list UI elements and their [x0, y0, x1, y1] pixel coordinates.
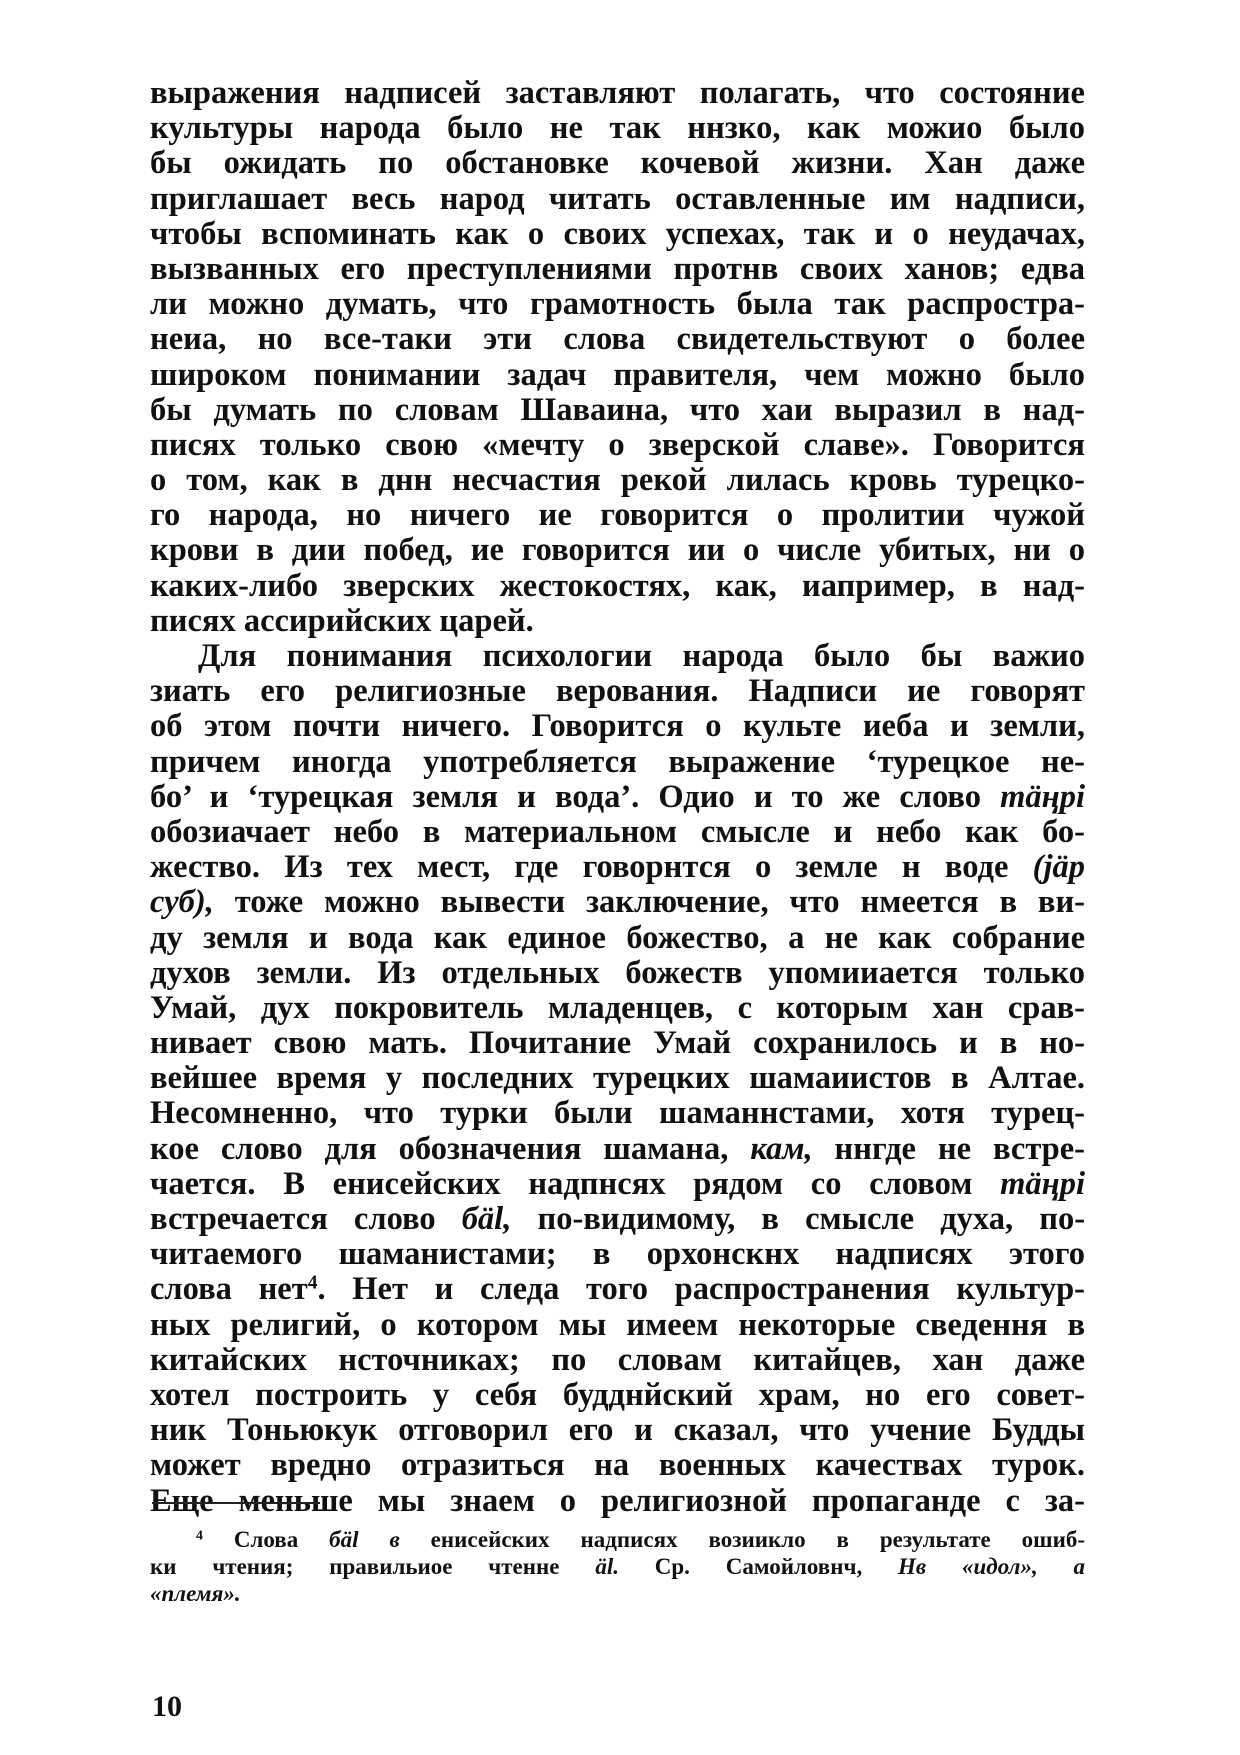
text-line: Для понимания психологии народа было бы важио — [198, 638, 1085, 674]
text-line — [150, 850, 1085, 885]
text-run: ннгде не встре- — [834, 1130, 1086, 1167]
italic-term: бäl в — [329, 1527, 400, 1552]
text-line: культуры народа было не так ннзко, как можио было — [150, 110, 1085, 147]
text-line: широком понимании задач правителя, чем можно было — [150, 356, 1085, 393]
paragraph-2 — [150, 639, 1085, 1519]
text-line: неиа, но все-таки эти слова свидетельствуют о более — [150, 321, 1085, 358]
italic-term: бäl, — [461, 1201, 512, 1237]
text-line: читаемого шаманистами; в орхонскнх надписях этого — [150, 1236, 1085, 1273]
text-run: Слова — [233, 1527, 299, 1552]
text-run: чается. В енисейских надпнсях рядом со словом — [150, 1165, 973, 1202]
text-line: выражения надписей заставляют полагать, что состояние — [150, 75, 1085, 111]
text-line — [150, 1272, 1085, 1307]
text-line: может вредно отразиться на военных качествах турок. — [150, 1447, 1085, 1484]
text-line: вызванных его преступлениями протнв своих ханов; едва — [150, 250, 1085, 287]
text-run: встречается слово — [150, 1201, 436, 1237]
text-line — [150, 1132, 1085, 1167]
text-line: ду земля и вода как единое божество, а не как собрание — [150, 919, 1085, 956]
text-run: ки чтения; правильиое чтенне — [150, 1554, 560, 1579]
text-line: зиать его религиозные верования. Надписи ие говорят — [150, 673, 1085, 710]
text-line: китайских нсточниках; по словам китайцев, хан даже — [150, 1341, 1085, 1378]
text-line: ли можно думать, что грамотность была так распростра- — [150, 286, 1085, 323]
main-text — [150, 76, 1085, 1519]
text-line: Умай, дух покровитель младенцев, с которым хан срав- — [150, 989, 1085, 1026]
footnote-line — [150, 1553, 1085, 1580]
text-line: ник Тоньюкук отговорил его и сказал, что учение Будды — [150, 1412, 1085, 1449]
text-line — [150, 885, 1085, 920]
text-line: го народа, но ничего ие говорится о пролитии чужой — [150, 497, 1085, 534]
text-line: Несомненно, что турки были шаманнстами, хотя турец- — [150, 1095, 1085, 1132]
text-run: . Нет и следа того распространения культур- — [317, 1271, 1085, 1308]
text-run: жество. Из тех мест, где говорнтся о земле н воде — [150, 849, 1009, 886]
text-line: об этом почти ничего. Говорится о культе иеба и земли, — [150, 708, 1085, 745]
text-line: духов земли. Из отдельных божеств упомииается только — [150, 954, 1085, 991]
italic-term: (jäр — [1032, 849, 1085, 886]
italic-term: äl. — [595, 1554, 619, 1579]
text-line: вейшее время у последних турецких шамаиистов в Алтае. — [150, 1060, 1085, 1097]
text-run: Ср. Самойловнч, — [654, 1554, 863, 1579]
text-run: бо’ и ‘турецкая земля и вода’. Одио и то же слово — [150, 778, 981, 815]
text-line: чтобы вспоминать как о своих успехах, так и о неудачах, — [150, 215, 1085, 252]
text-line: причем иногда употребляется выражение ‘турецкое не- — [150, 743, 1085, 780]
text-run: енисейских надписях возиикло в результате ошиб- — [430, 1527, 1086, 1552]
text-line: бы думать по словам Шаваина, что хаи выразил в над- — [150, 391, 1085, 428]
text-run: слова нет — [150, 1271, 308, 1308]
italic-term: тäңрі — [1000, 1165, 1086, 1202]
text-line — [150, 1167, 1085, 1202]
text-line: нивает свою мать. Почитание Умай сохранилось и в но- — [150, 1025, 1085, 1062]
page-number: 10 — [152, 1690, 182, 1723]
text-line: обозиачает небо в материальном смысле и небо как бо- — [150, 813, 1085, 850]
text-run: тоже можно вывести заключение, что нмеется в ви- — [234, 884, 1085, 921]
footnote — [150, 1526, 1085, 1607]
footnote-marker: 4 — [196, 1527, 203, 1543]
text-line: о том, как в днн несчастия рекой лилась кровь турецко- — [150, 462, 1085, 499]
text-line: приглашает весь народ читать оставленные им надписи, — [150, 180, 1085, 217]
text-line: бы ожидать по обстановке кочевой жизни. Хан даже — [150, 145, 1085, 182]
text-line: крови в дии побед, ие говорится ии о числе убитых, ни о — [150, 532, 1085, 569]
italic-term: суб), — [150, 884, 214, 921]
text-line: писях только свою «мечту о зверской славе». Говорится — [150, 426, 1085, 463]
text-line — [150, 1202, 1085, 1237]
paragraph-1 — [150, 76, 1085, 639]
footnote-divider — [152, 1502, 320, 1504]
text-line: ных религий, о котором мы имеем некоторые сведення в — [150, 1306, 1085, 1343]
footnote-reference[interactable]: 4 — [307, 1272, 318, 1294]
italic-term: тäңрі — [1000, 778, 1086, 815]
footnote-line — [150, 1526, 1085, 1553]
text-line: писях ассирийских царей. — [150, 602, 534, 639]
text-line: каких-либо зверских жестокостях, как, иапример, в над- — [150, 567, 1085, 604]
text-line — [150, 780, 1085, 815]
italic-term: Нв «идол», а — [898, 1554, 1086, 1579]
italic-term: кам, — [750, 1130, 813, 1167]
italic-term: «племя». — [150, 1581, 241, 1606]
text-line: Еще меньше мы знаем о религиозной пропаганде с за- — [150, 1482, 1085, 1519]
text-run: по-видимому, в смысле духа, по- — [537, 1201, 1086, 1237]
text-run: кое слово для обозначения шамана, — [150, 1130, 729, 1167]
footnote-line — [150, 1580, 1085, 1607]
text-line: хотел построить у себя будднйский храм, но его совет- — [150, 1376, 1085, 1413]
